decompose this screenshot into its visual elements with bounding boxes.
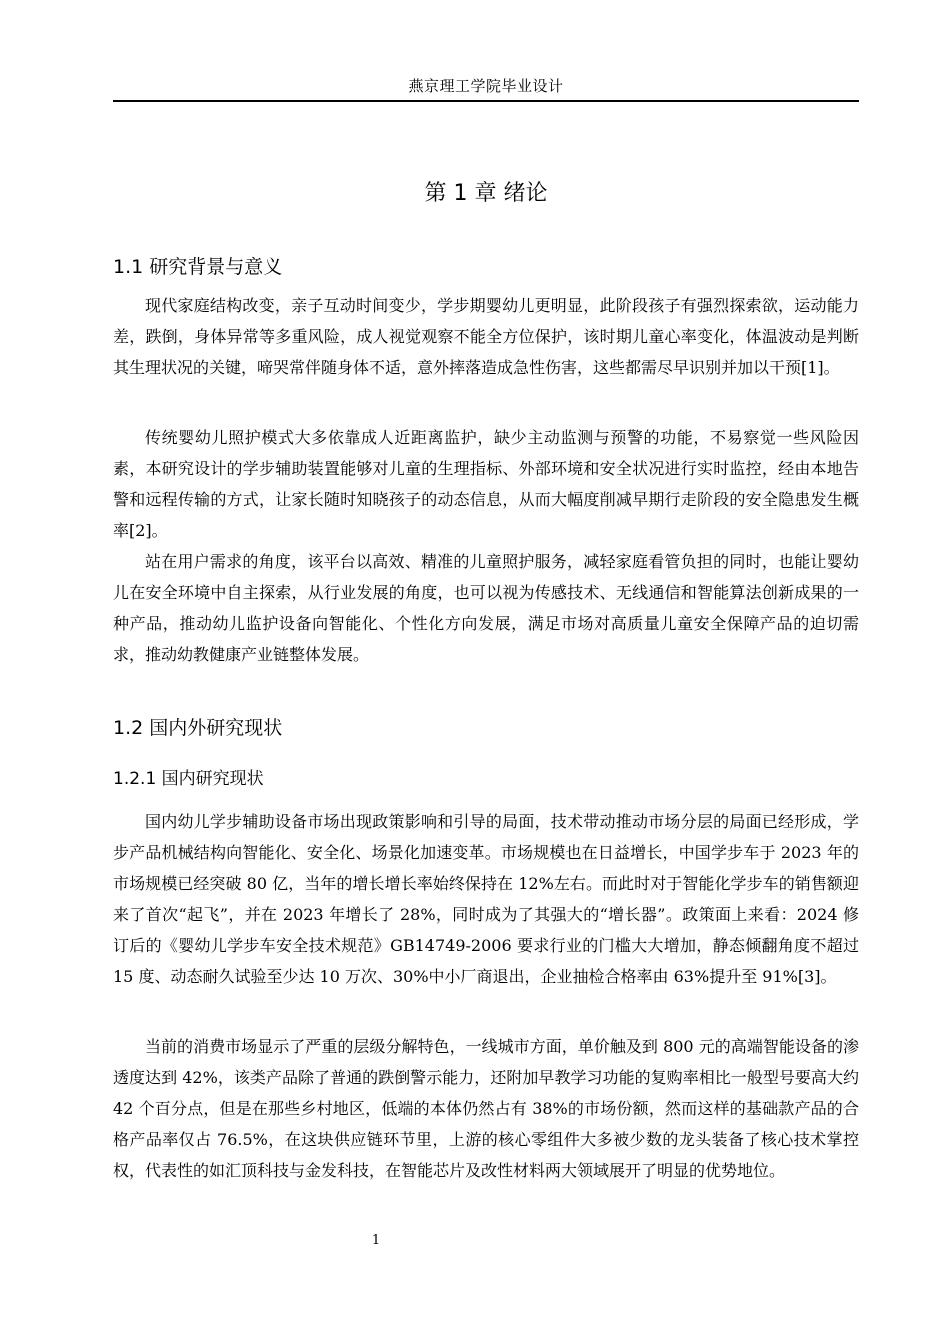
section-heading-1-1: 1.1 研究背景与意义 <box>113 256 283 278</box>
running-header: 燕京理工学院毕业设计 <box>408 77 564 95</box>
chapter-title: 第 1 章 绪论 <box>424 181 548 206</box>
paragraph-1-1-b: 传统婴幼儿照护模式大多依靠成人近距离监护，缺少主动监测与预警的功能，不易察觉一些风险因素，本研究设计的学步辅助装置能够对儿童的生理指标、外部环境和安全状况进行实时监控，经由本地告警和远程传输的方式，让家长随时知晓孩子的动态信息，从而大幅度削减早期行走阶段的安全隐患发生概率[2]。 <box>113 428 859 540</box>
page-number: 1 <box>371 1233 381 1248</box>
paragraph-1-2-1-a: 国内幼儿学步辅助设备市场出现政策影响和引导的局面，技术带动推动市场分层的局面已经形成，学步产品机械结构向智能化、安全化、场景化加速变革。市场规模也在日益增长，中国学步车于 2023 年的市场规模已经突破 80 亿，当年的增长增长率始终保持在 12%左右。而此时对于智能化学步车的销售额迎来了首次“起飞”，并在 2023 年增长了 28%，同时成为了其强大的“增长器”。政策面上来看：2024 修订后的《婴幼儿学步车安全技术规范》GB14749-2006 要求行业的门槛大大增加，静态倾翻角度不超过 15 度、动态耐久试验至少达 10 万次、30%中小厂商退出，企业抽检合格率由 63%提升至 91%[3]。 <box>113 812 859 986</box>
paragraph-1-1-a: 现代家庭结构改变，亲子互动时间变少，学步期婴幼儿更明显，此阶段孩子有强烈探索欲，运动能力差，跌倒，身体异常等多重风险，成人视觉观察不能全方位保护，该时期儿童心率变化，体温波动是判断其生理状况的关键，啼哭常伴随身体不适，意外摔落造成急性伤害，这些都需尽早识别并加以干预[1]。 <box>113 296 859 377</box>
section-heading-1-2: 1.2 国内外研究现状 <box>113 717 283 739</box>
paragraph-1-2-1-b: 当前的消费市场显示了严重的层级分解特色，一线城市方面，单价触及到 800 元的高端智能设备的渗透度达到 42%，该类产品除了普通的跌倒警示能力，还附加早教学习功能的复购率相比一般型号要高大约 42 个百分点，但是在那些乡村地区，低端的本体仍然占有 38%的市场份额，然而这样的基础款产品的合格产品率仅占 76.5%，在这块供应链环节里，上游的核心零组件大多被少数的龙头装备了核心技术掌控权，代表性的如汇顶科技与金发科技，在智能芯片及改性材料两大领域展开了明显的优势地位。 <box>113 1037 859 1180</box>
subsection-heading-1-2-1: 1.2.1 国内研究现状 <box>113 769 264 789</box>
paragraph-1-1-c: 站在用户需求的角度，该平台以高效、精准的儿童照护服务，减轻家庭看管负担的同时，也能让婴幼儿在安全环境中自主探索，从行业发展的角度，也可以视为传感技术、无线通信和智能算法创新成果的一种产品，推动幼儿监护设备向智能化、个性化方向发展，满足市场对高质量儿童安全保障产品的迫切需求，推动幼教健康产业链整体发展。 <box>113 552 859 664</box>
header-rule <box>113 100 859 102</box>
